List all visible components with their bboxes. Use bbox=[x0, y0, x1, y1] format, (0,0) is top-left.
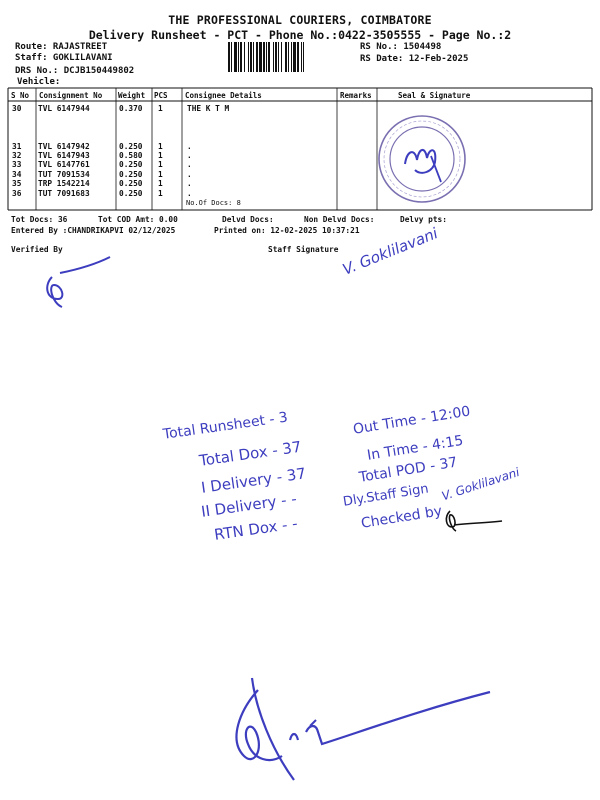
table-row-details: . bbox=[187, 160, 192, 169]
table-row-details: . bbox=[187, 179, 192, 188]
delvd-docs: Delvd Docs: bbox=[222, 215, 274, 224]
col-sno: S No bbox=[11, 91, 30, 100]
hw-rtn-dox: RTN Dox - - bbox=[213, 514, 299, 544]
hw-total-dox: Total Dox - 37 bbox=[198, 437, 303, 470]
table-row-sno: 33 bbox=[12, 160, 22, 169]
table-row-pcs: 1 bbox=[158, 179, 163, 188]
bottom-signature-icon bbox=[220, 670, 520, 790]
table-row-weight: 0.250 bbox=[119, 179, 143, 188]
table-row-sno: 34 bbox=[12, 170, 22, 179]
hw-ii-delivery: II Delivery - - bbox=[200, 489, 298, 521]
verified-signature-icon bbox=[40, 255, 130, 315]
table-row-details: . bbox=[187, 189, 192, 198]
table-row-pcs: 1 bbox=[158, 142, 163, 151]
table-row-sno: 35 bbox=[12, 179, 22, 188]
col-pcs: PCS bbox=[154, 91, 168, 100]
verified-by: Verified By bbox=[11, 245, 63, 254]
hw-total-pod: Total POD - 37 bbox=[358, 454, 459, 486]
table-row-weight: 0.580 bbox=[119, 151, 143, 160]
table-row-sno: 31 bbox=[12, 142, 22, 151]
col-weight: Weight bbox=[118, 91, 146, 100]
route: Route: RAJASTREET bbox=[15, 42, 108, 52]
tot-docs: Tot Docs: 36 bbox=[11, 215, 68, 224]
table-row-weight: 0.250 bbox=[119, 142, 143, 151]
table-row-weight: 0.250 bbox=[119, 170, 143, 179]
table-row-cno: TVL 6147761 bbox=[38, 160, 90, 169]
table-row-sno: 36 bbox=[12, 189, 22, 198]
col-consignment: Consignment No bbox=[39, 91, 103, 100]
col-remarks: Remarks bbox=[340, 91, 372, 100]
entered-by: Entered By :CHANDRIKAPVI 02/12/2025 bbox=[11, 226, 176, 235]
drs-number: DRS No.: DCJB150449802 bbox=[15, 66, 135, 76]
hw-i-delivery: I Delivery - 37 bbox=[200, 464, 307, 497]
table-row-cno: TVL 6147943 bbox=[38, 151, 90, 160]
table-row-pcs: 1 bbox=[158, 189, 163, 198]
delvy-pts: Delvy pts: bbox=[400, 215, 447, 224]
table-row-weight: 0.250 bbox=[119, 160, 143, 169]
checked-by-signature-icon bbox=[440, 505, 510, 535]
company-title: THE PROFESSIONAL COURIERS, COIMBATORE bbox=[168, 13, 432, 27]
table-row-details: . bbox=[187, 170, 192, 179]
col-consignee: Consignee Details bbox=[185, 91, 262, 100]
hw-total-runsheet: Total Runsheet - 3 bbox=[162, 409, 289, 443]
rs-date: RS Date: 12-Feb-2025 bbox=[360, 54, 469, 64]
table-row-cno: TRP 1542214 bbox=[38, 179, 90, 188]
non-delvd-docs: Non Delvd Docs: bbox=[304, 215, 375, 224]
hw-out-time: Out Time - 12:00 bbox=[352, 403, 472, 438]
hw-in-time: In Time - 4:15 bbox=[366, 432, 465, 464]
table-row-pcs: 1 bbox=[158, 151, 163, 160]
table-row-details: THE K T M bbox=[187, 104, 230, 113]
table-row-pcs: 1 bbox=[158, 170, 163, 179]
hw-dly-staff-sign: Dly.Staff Sign bbox=[342, 481, 430, 510]
table-row-cno: TUT 7091683 bbox=[38, 189, 90, 198]
vehicle: Vehicle: bbox=[17, 77, 61, 87]
table-grid bbox=[0, 0, 600, 215]
rs-number: RS No.: 1504498 bbox=[360, 42, 442, 52]
table-row-weight: 0.370 bbox=[119, 104, 143, 113]
col-seal: Seal & Signature bbox=[398, 91, 471, 100]
hw-dly-staff-signature: V. Goklilavani bbox=[440, 465, 522, 504]
table-row-sno: 30 bbox=[12, 104, 22, 113]
printed-on: Printed on: 12-02-2025 10:37:21 bbox=[214, 226, 360, 235]
table-row-weight: 0.250 bbox=[119, 189, 143, 198]
table-row-cno: TVL 6147944 bbox=[38, 104, 90, 113]
hw-checked-by: Checked by bbox=[360, 503, 444, 532]
staff-handwritten-signature: V. Goklilavani bbox=[340, 224, 441, 279]
table-row-details: . bbox=[187, 151, 192, 160]
table-row-details: . bbox=[187, 142, 192, 151]
table-row-pcs: 1 bbox=[158, 160, 163, 169]
tot-cod: Tot COD Amt: 0.00 bbox=[98, 215, 178, 224]
staff: Staff: GOKLILAVANI bbox=[15, 53, 113, 63]
table-row-sno: 32 bbox=[12, 151, 22, 160]
no-of-docs: No.Of Docs: 8 bbox=[186, 199, 241, 207]
table-row-pcs: 1 bbox=[158, 104, 163, 113]
table-row-cno: TUT 7091534 bbox=[38, 170, 90, 179]
staff-signature-label: Staff Signature bbox=[268, 245, 339, 254]
seal-stamp-icon bbox=[375, 112, 470, 207]
runsheet-title: Delivery Runsheet - PCT - Phone No.:0422-3505555 - Page No.:2 bbox=[88, 28, 512, 42]
table-row-cno: TVL 6147942 bbox=[38, 142, 90, 151]
